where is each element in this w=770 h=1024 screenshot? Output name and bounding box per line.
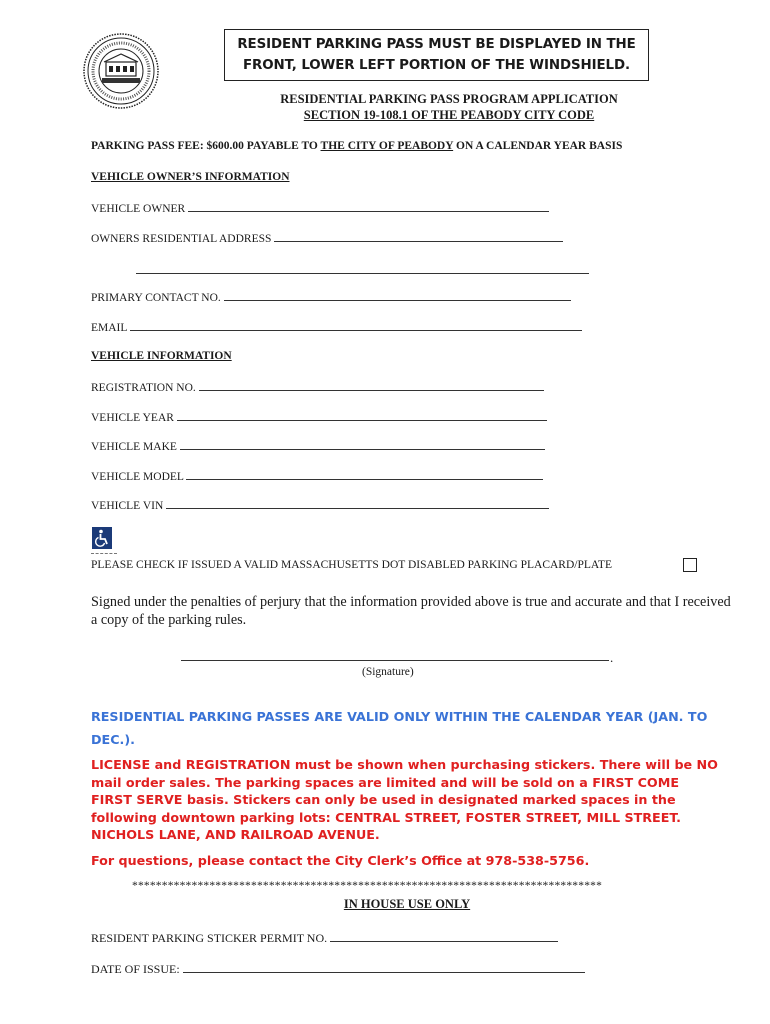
vehicle-year-label: VEHICLE YEAR bbox=[91, 412, 174, 424]
disabled-check-label: PLEASE CHECK IF ISSUED A VALID MASSACHUSETTS DOT DISABLED PARKING PLACARD/PLATE bbox=[91, 559, 612, 571]
vehicle-year-field[interactable] bbox=[177, 410, 547, 421]
vehicle-vin-row bbox=[91, 498, 549, 512]
vehicle-model-label: VEHICLE MODEL bbox=[91, 471, 184, 483]
purchase-rules-notice: LICENSE and REGISTRATION must be shown when purchasing stickers. There will be NO mail order sales. The parking spaces are limited and will be sold on a FIRST COME FIRST SERVE basis. Stickers can only be used in designated marked spaces in the following downtown parking lots: CENTRAL STREET, FOSTER STREET, MILL STREET. NICHOLS LANE, AND RAILROAD AVENUE. bbox=[91, 757, 718, 843]
contact-field[interactable] bbox=[224, 290, 571, 301]
vehicle-model-field[interactable] bbox=[186, 469, 543, 480]
validity-notice: RESIDENTIAL PARKING PASSES ARE VALID ONLY WITHIN THE CALENDAR YEAR (JAN. TO DEC.). bbox=[91, 709, 708, 747]
questions-contact: For questions, please contact the City Clerk’s Office at 978-538-5756. bbox=[91, 853, 590, 868]
contact-row bbox=[91, 290, 571, 304]
fee-suffix: ON A CALENDAR YEAR BASIS bbox=[453, 140, 623, 152]
address-label: OWNERS RESIDENTIAL ADDRESS bbox=[91, 233, 272, 245]
contact-label: PRIMARY CONTACT NO. bbox=[91, 292, 221, 304]
email-row bbox=[91, 320, 582, 334]
parking-fee bbox=[91, 140, 622, 152]
fee-payee: THE CITY OF PEABODY bbox=[320, 140, 454, 152]
vehicle-model-row bbox=[91, 469, 543, 483]
program-title: RESIDENTIAL PARKING PASS PROGRAM APPLICATION bbox=[280, 92, 618, 106]
signature-dot: . bbox=[610, 650, 614, 665]
fee-prefix: PARKING PASS FEE: $600.00 PAYABLE TO bbox=[91, 140, 321, 152]
date-of-issue-label: DATE OF ISSUE: bbox=[91, 962, 180, 976]
vehicle-year-row bbox=[91, 410, 547, 424]
permit-label: RESIDENT PARKING STICKER PERMIT NO. bbox=[91, 931, 328, 945]
windshield-notice-box bbox=[224, 29, 649, 81]
vehicle-make-field[interactable] bbox=[180, 439, 545, 450]
program-section: SECTION 19-108.1 OF THE PEABODY CITY CODE bbox=[303, 108, 595, 122]
registration-label: REGISTRATION NO. bbox=[91, 382, 196, 394]
in-house-heading: IN HOUSE USE ONLY bbox=[343, 897, 471, 911]
signature-field[interactable] bbox=[181, 660, 609, 661]
vehicle-owner-label: VEHICLE OWNER bbox=[91, 203, 186, 215]
permit-row bbox=[91, 931, 558, 946]
vehicle-vin-field[interactable] bbox=[166, 498, 549, 509]
date-of-issue-row bbox=[91, 962, 585, 977]
vehicle-vin-label: VEHICLE VIN bbox=[91, 500, 164, 512]
separator-stars: ******************************************************************************* bbox=[132, 880, 603, 892]
disabled-placard-checkbox[interactable] bbox=[683, 558, 697, 572]
perjury-statement: Signed under the penalties of perjury that the information provided above is true and accurate and that I received a copy of the parking rules. bbox=[91, 594, 731, 628]
signature-label: (Signature) bbox=[362, 666, 414, 678]
vehicle-section-heading: VEHICLE INFORMATION bbox=[91, 350, 232, 362]
address-field[interactable] bbox=[274, 231, 563, 242]
registration-field[interactable] bbox=[199, 380, 544, 391]
notice-line-2: FRONT, LOWER LEFT PORTION OF THE WINDSHIELD. bbox=[243, 58, 630, 73]
date-of-issue-field[interactable] bbox=[183, 962, 585, 973]
vehicle-owner-field[interactable] bbox=[188, 201, 549, 212]
owner-section-heading: VEHICLE OWNER’S INFORMATION bbox=[91, 171, 290, 183]
email-field[interactable] bbox=[130, 320, 582, 331]
address-row bbox=[91, 231, 563, 245]
icon-divider bbox=[91, 553, 117, 554]
wheelchair-icon bbox=[92, 527, 112, 549]
permit-field[interactable] bbox=[330, 931, 558, 942]
registration-row bbox=[91, 380, 544, 394]
email-label: EMAIL bbox=[91, 322, 127, 334]
vehicle-make-label: VEHICLE MAKE bbox=[91, 441, 177, 453]
vehicle-make-row bbox=[91, 439, 545, 453]
notice-line-1: RESIDENT PARKING PASS MUST BE DISPLAYED IN THE bbox=[237, 37, 636, 52]
address-field-line-2[interactable] bbox=[136, 263, 589, 274]
vehicle-owner-row bbox=[91, 201, 549, 215]
